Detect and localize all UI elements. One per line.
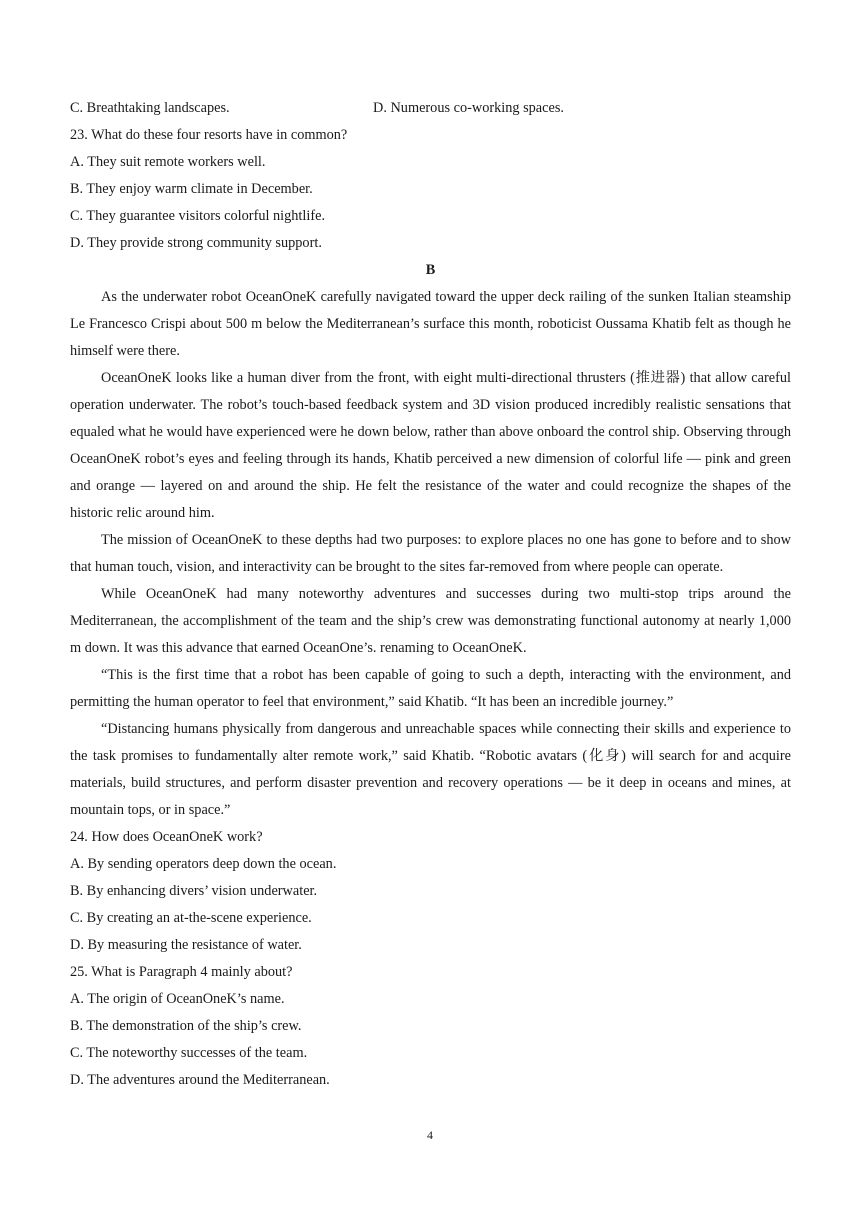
question-23 xyxy=(70,122,791,257)
passage-paragraph-2: OceanOneK looks like a human diver from the front, with eight multi-directional thrusters (推进器) that allow careful operation underwater. The robot’s touch-based feedback system and 3D vision produced incredibly realistic sensations that equaled what he would have experienced were he down below, rather than above onboard the control ship. Observing through OceanOneK robot’s eyes and feeling through its hands, Khatib perceived a new dimension of colorful life — pink and green and orange — layered on and around the ship. He felt the resistance of the water and could recognize the shapes of the historic relic around him. xyxy=(70,370,791,521)
option-d: D. By measuring the resistance of water. xyxy=(70,937,302,953)
question-25 xyxy=(70,959,791,1094)
option-c: C. They guarantee visitors colorful nightlife. xyxy=(70,208,326,224)
passage-paragraph-6: “Distancing humans physically from dangerous and unreachable spaces while connecting their skills and experience to the task promises to fundamentally alter remote work,” said Khatib. “Robotic avatars (化身) will search for and acquire materials, build structures, and perform disaster prevention and recovery operations — be it deep in oceans and mines, at mountain tops, or in space.” xyxy=(70,721,791,818)
page-content xyxy=(70,95,791,1094)
question-24 xyxy=(70,824,791,959)
option-a: A. They suit remote workers well. xyxy=(70,154,266,170)
passage-b xyxy=(70,284,791,824)
question-text: 24. How does OceanOneK work? xyxy=(70,829,263,845)
passage-paragraph-5: “This is the first time that a robot has been capable of going to such a depth, interacting with the environment, and permitting the human operator to feel that environment,” said Khatib. “It has been an incredible journey.” xyxy=(70,667,791,710)
option-c: C. By creating an at-the-scene experience. xyxy=(70,910,312,926)
option-b: B. They enjoy warm climate in December. xyxy=(70,181,313,197)
option-a: A. The origin of OceanOneK’s name. xyxy=(70,991,285,1007)
option-b: B. The demonstration of the ship’s crew. xyxy=(70,1018,302,1034)
question-text: 23. What do these four resorts have in common? xyxy=(70,127,348,143)
passage-paragraph-1: As the underwater robot OceanOneK carefully navigated toward the upper deck railing of the sunken Italian steamship Le Francesco Crispi about 500 m below the Mediterranean’s surface this month, roboticist Oussama Khatib felt as though he himself were there. xyxy=(70,289,791,359)
option-c: C. The noteworthy successes of the team. xyxy=(70,1045,308,1061)
question-text: 25. What is Paragraph 4 mainly about? xyxy=(70,964,293,980)
q22-options-row xyxy=(70,95,791,122)
option-d: D. They provide strong community support. xyxy=(70,235,322,251)
page-number: 4 xyxy=(427,1128,433,1142)
option-a: A. By sending operators deep down the ocean. xyxy=(70,856,337,872)
option-b: B. By enhancing divers’ vision underwater. xyxy=(70,883,318,899)
q22-option-c: C. Breathtaking landscapes. xyxy=(70,100,230,116)
q22-option-d: D. Numerous co-working spaces. xyxy=(373,100,564,116)
passage-paragraph-4: While OceanOneK had many noteworthy adventures and successes during two multi-stop trips around the Mediterranean, the accomplishment of the team and the ship’s crew was demonstrating functional autonomy at nearly 1,000 m down. It was this advance that earned OceanOne’s. renaming to OceanOneK. xyxy=(70,586,791,656)
option-d: D. The adventures around the Mediterranean. xyxy=(70,1072,330,1088)
section-b-title: B xyxy=(425,262,436,278)
passage-paragraph-3: The mission of OceanOneK to these depths had two purposes: to explore places no one has gone to before and to show that human touch, vision, and interactivity can be brought to the sites far-removed from where people can operate. xyxy=(70,532,791,575)
